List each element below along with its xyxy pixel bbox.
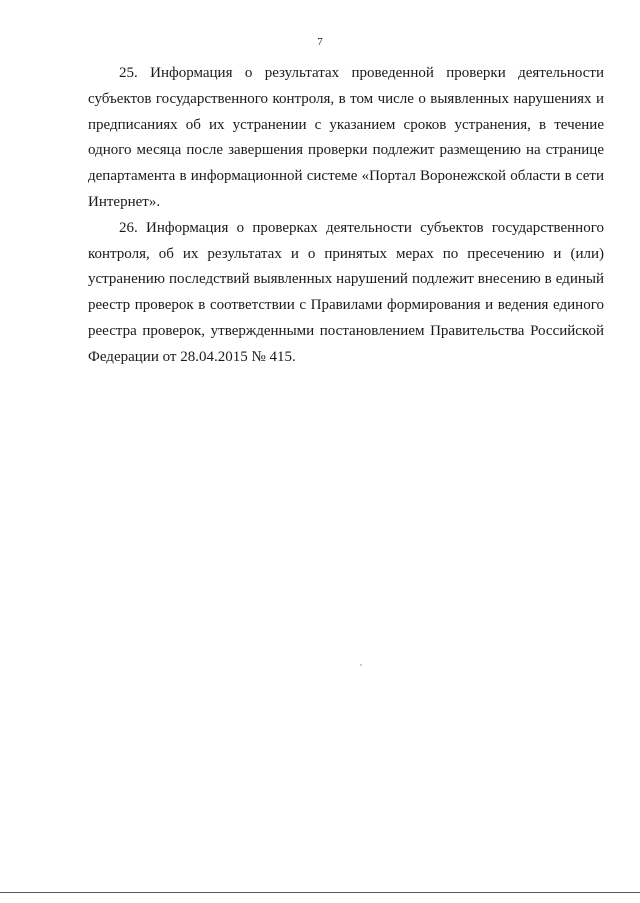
- paragraph-26: 26. Информация о проверках деятельности субъектов государственного контроля, об их результатах и о принятых мерах по пресечению и (или) устранению последствий выявленных нарушений подлежит внесению в единый реестр проверок в соответствии с Правилами формирования и ведения единого реестра проверок, утвержденными постановлением Правительства Российской Федерации от 28.04.2015 № 415.: [88, 219, 604, 365]
- page-number: 7: [317, 36, 323, 48]
- document-body: [88, 61, 604, 371]
- paragraph-25: 25. Информация о результатах проведенной проверки деятельности субъектов государственного контроля, в том числе о выявленных нарушениях и предписаниях об их устранении с указанием сроков устранения, в течение одного месяца после завершения проверки подлежит размещению на странице департамента в информационной системе «Портал Воронежской области в сети Интернет».: [88, 65, 604, 210]
- scan-speck: [360, 664, 362, 666]
- page-bottom-edge: [0, 892, 640, 893]
